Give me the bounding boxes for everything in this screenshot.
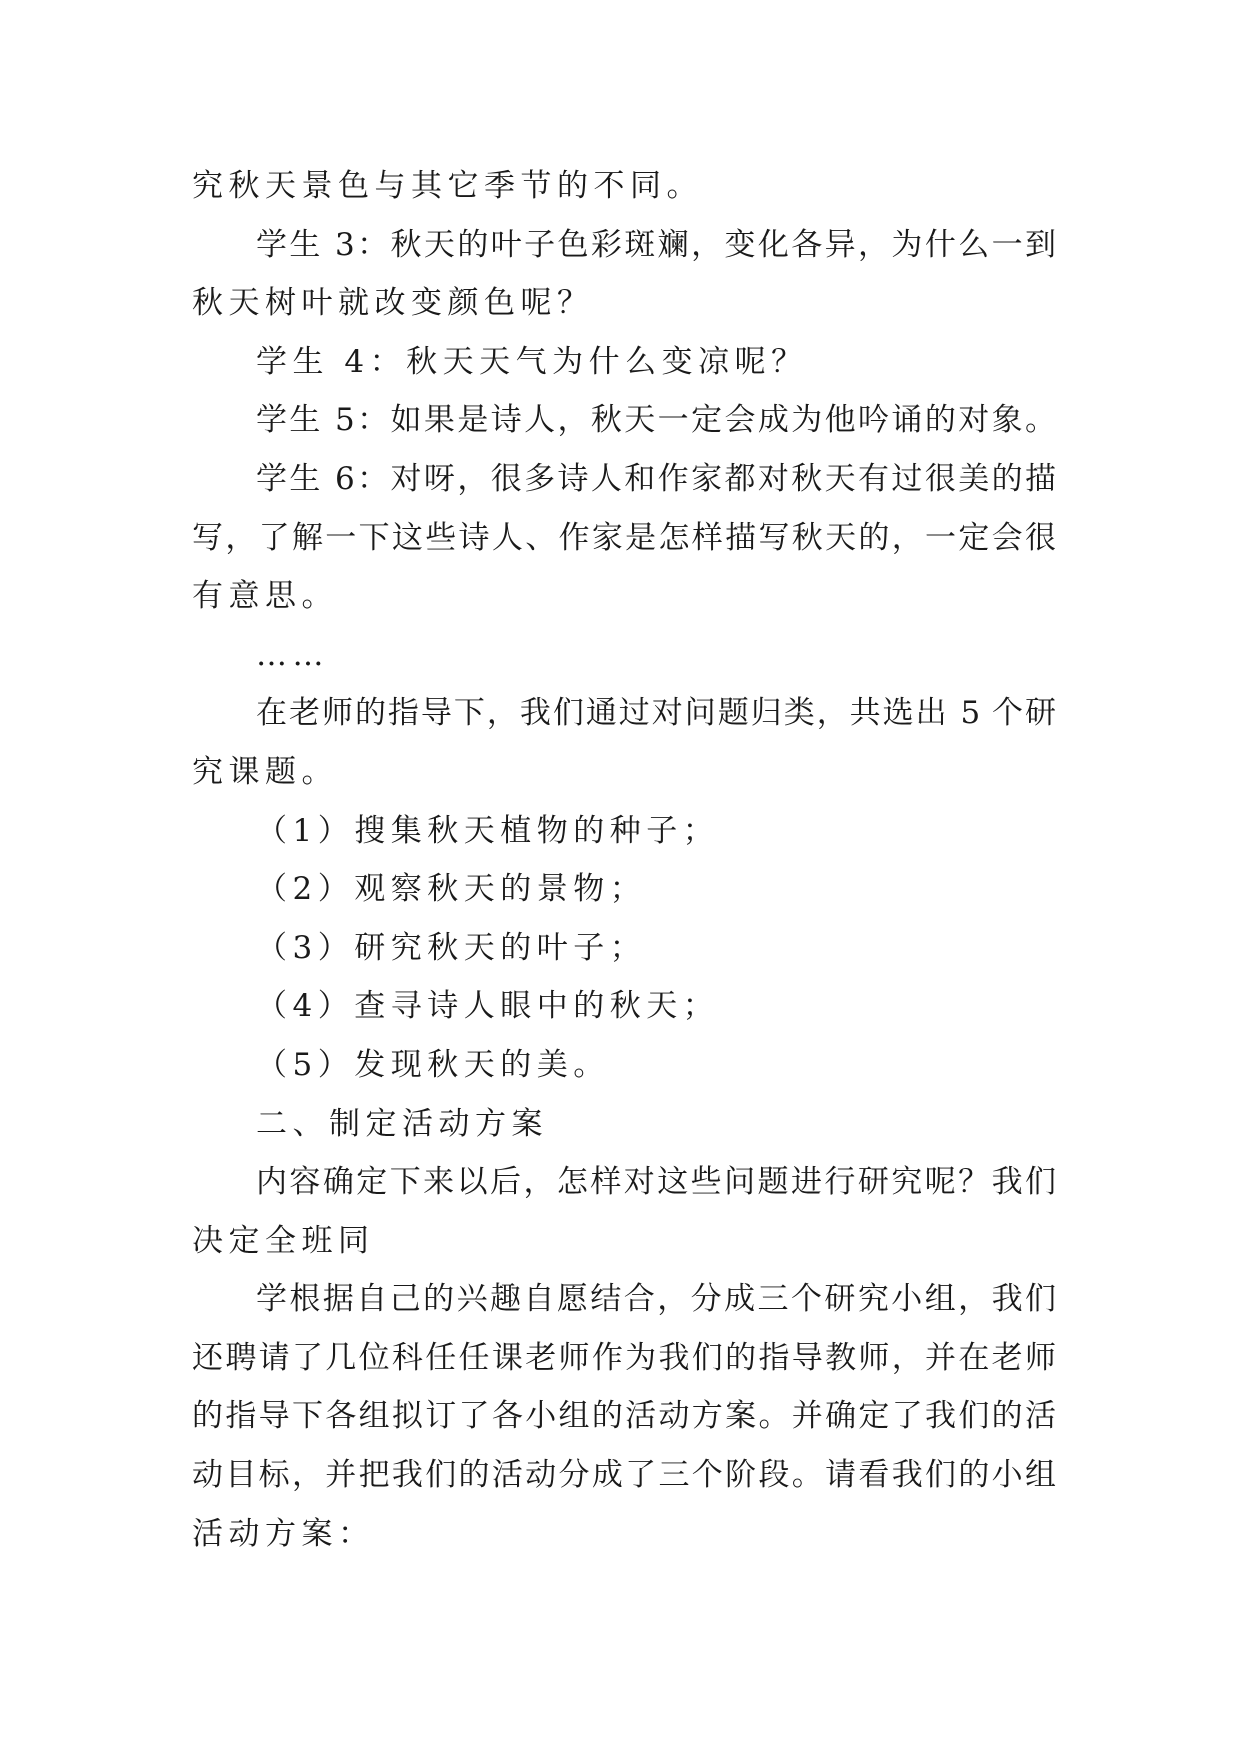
text-line: 写，了解一下这些诗人、作家是怎样描写秋天的，一定会很 (192, 519, 1056, 556)
text-line: 究课题。 (192, 753, 338, 790)
text-line: 学根据自己的兴趣自愿结合，分成三个研究小组，我们 (256, 1281, 1056, 1318)
text-line: 有意思。 (192, 578, 338, 615)
section-heading: 二、制定活动方案 (256, 1105, 548, 1142)
list-item: （2）观察秋天的景物； (256, 871, 647, 908)
text-line: 秋天树叶就改变颜色呢？ (192, 285, 594, 322)
text-line: 学生 4：秋天天气为什么变凉呢？ (256, 343, 808, 380)
text-line: 在老师的指导下，我们通过对问题归类，共选出 5 个研 (256, 695, 1056, 732)
text-line: 学生 5：如果是诗人，秋天一定会成为他吟诵的对象。 (256, 402, 1056, 439)
list-item: （4）查寻诗人眼中的秋天； (256, 988, 720, 1025)
list-item: （1）搜集秋天植物的种子； (256, 812, 720, 849)
document-body (192, 157, 1056, 1563)
list-item: （5）发现秋天的美。 (256, 1046, 610, 1083)
text-line: 活动方案： (192, 1515, 375, 1552)
list-item: （3）研究秋天的叶子； (256, 929, 647, 966)
text-line: 的指导下各组拟订了各小组的活动方案。并确定了我们的活 (192, 1398, 1056, 1435)
text-line: 学生 3：秋天的叶子色彩斑斓，变化各异，为什么一到 (256, 226, 1056, 263)
text-line: 决定全班同 (192, 1222, 375, 1259)
text-line: 究秋天景色与其它季节的不同。 (192, 168, 703, 204)
text-line: 还聘请了几位科任任课老师作为我们的指导教师，并在老师 (192, 1339, 1056, 1376)
text-line: 内容确定下来以后，怎样对这些问题进行研究呢？我们 (256, 1164, 1056, 1201)
text-line: 动目标，并把我们的活动分成了三个阶段。请看我们的小组 (192, 1457, 1056, 1494)
text-line: …… (256, 636, 329, 673)
text-line: 学生 6：对呀，很多诗人和作家都对秋天有过很美的描 (256, 460, 1056, 497)
